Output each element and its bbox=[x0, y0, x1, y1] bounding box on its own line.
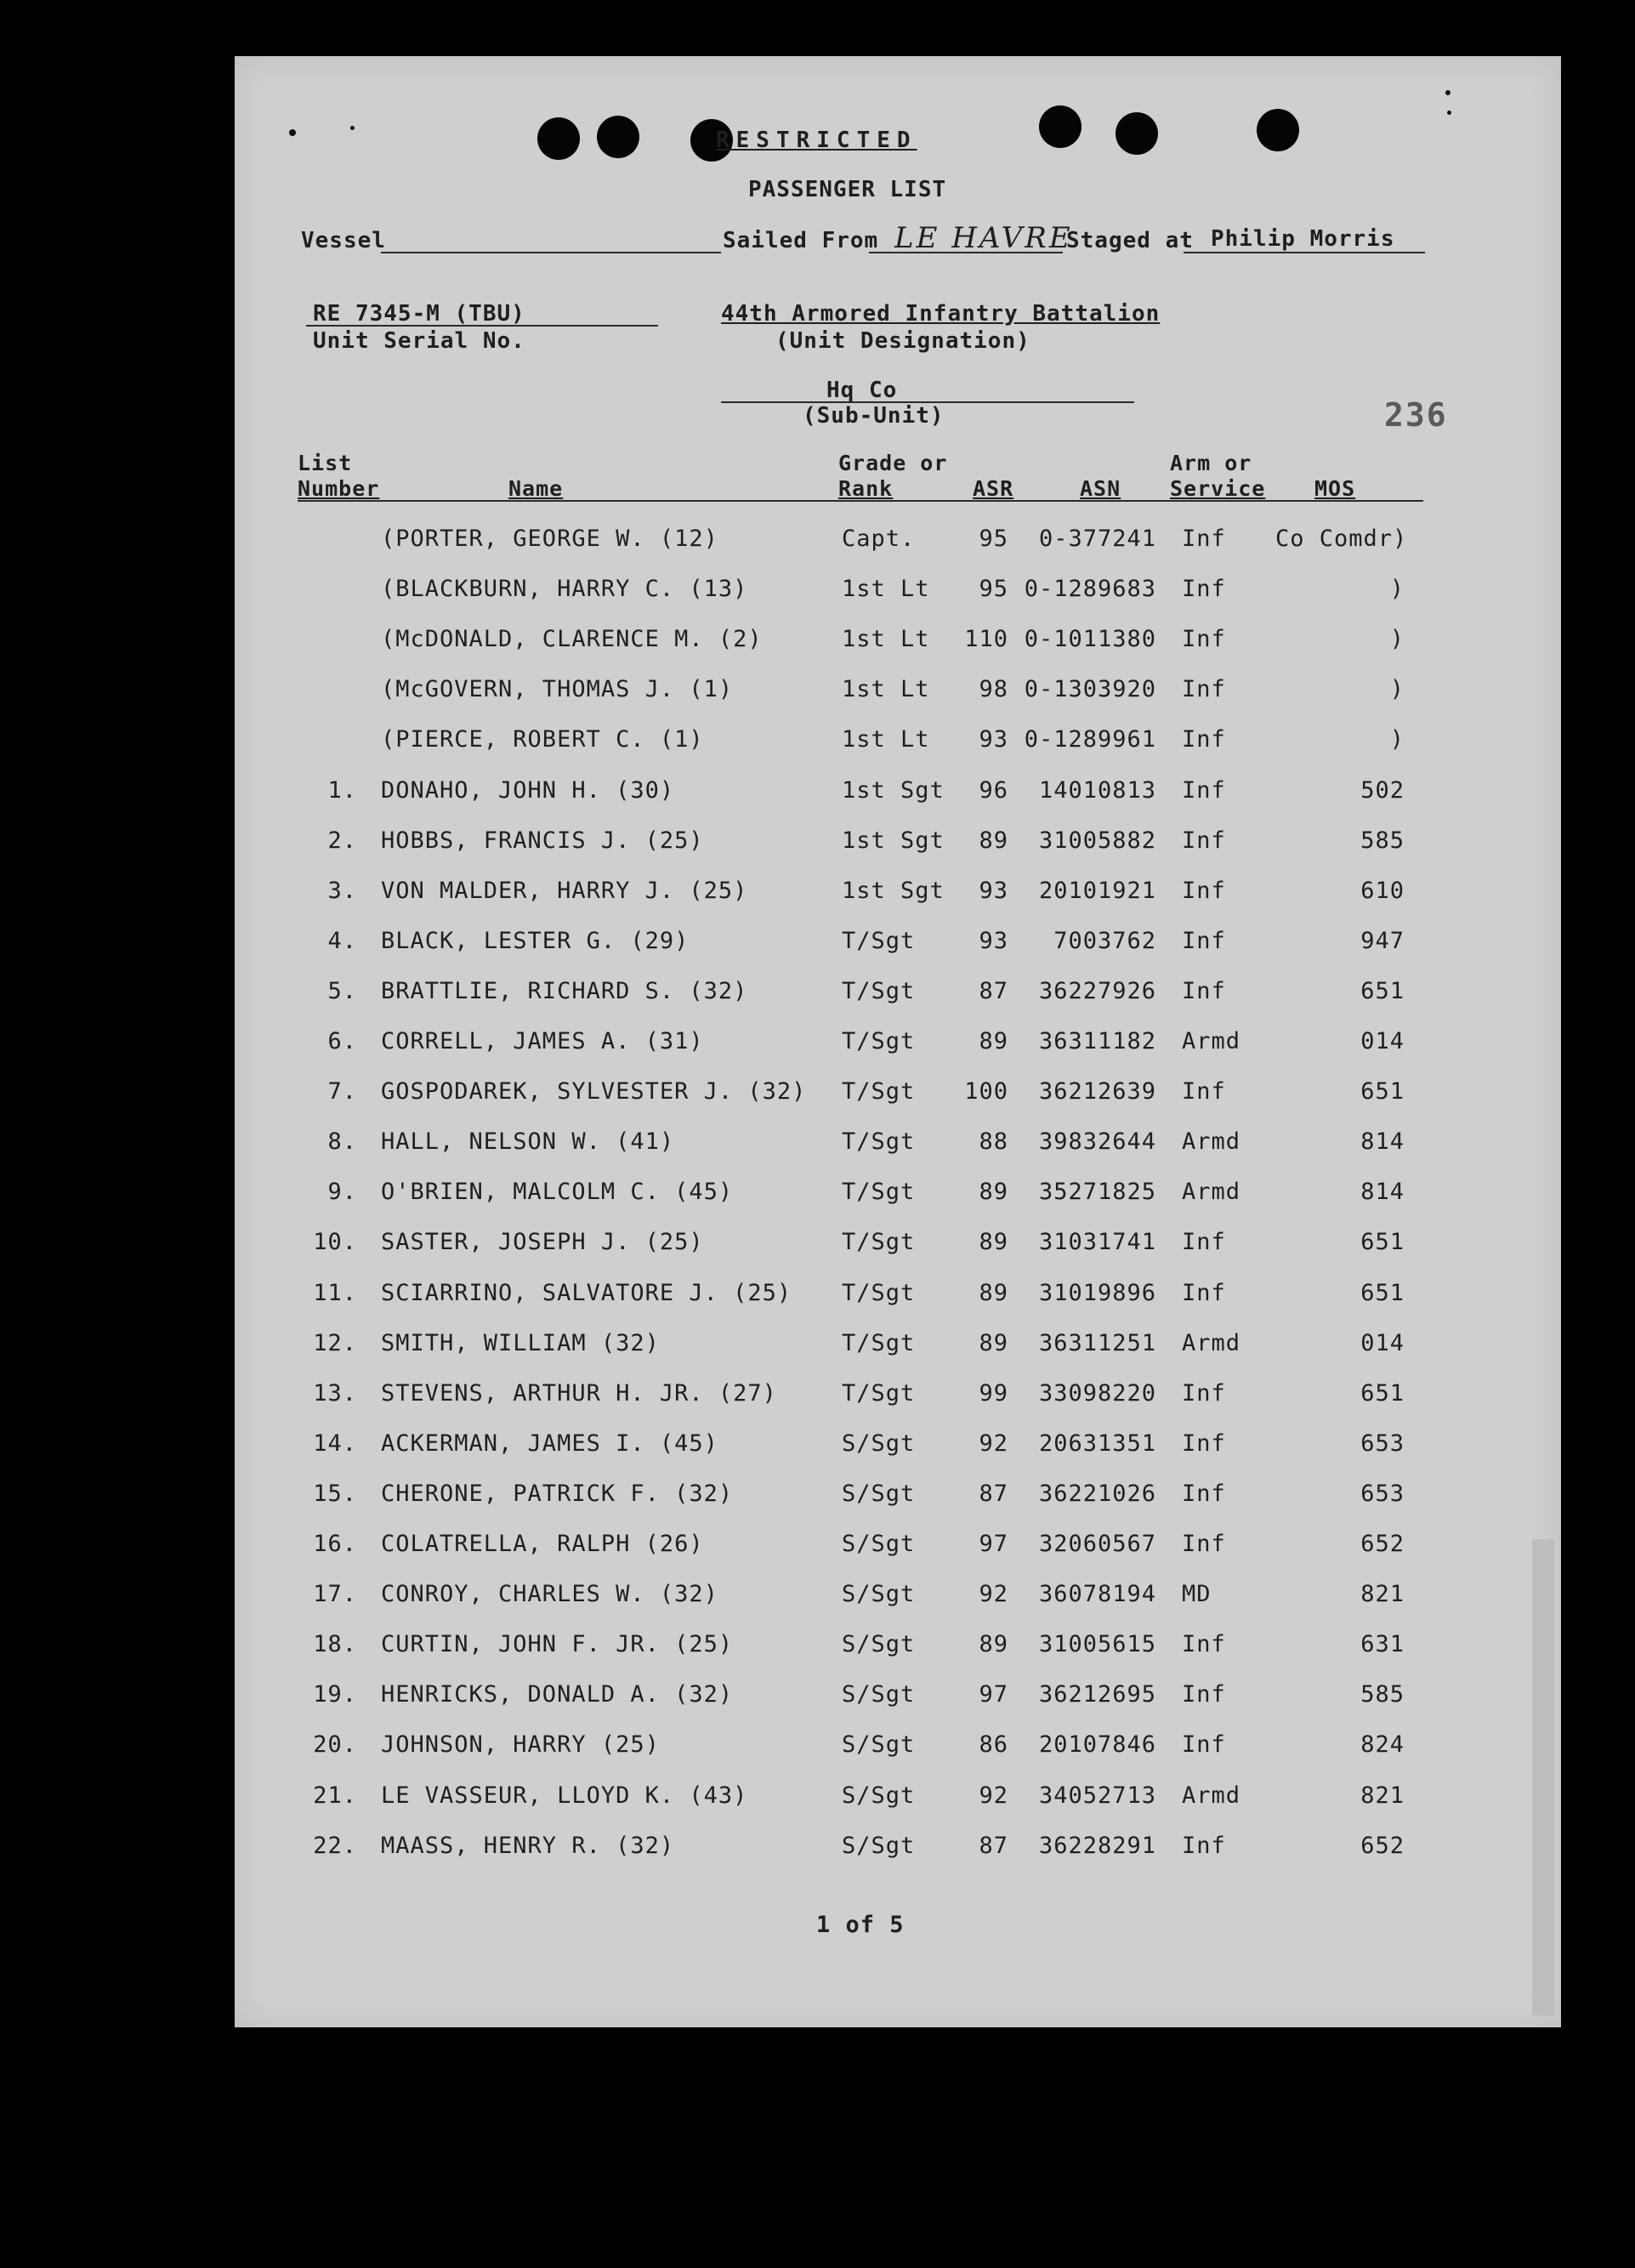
list-number-cell: 2. bbox=[327, 827, 357, 854]
grade-cell: S/Sgt bbox=[842, 1430, 916, 1457]
asr-cell: 89 bbox=[979, 1280, 1008, 1306]
name-cell: VON MALDER, HARRY J. (25) bbox=[381, 878, 748, 904]
asr-cell: 98 bbox=[979, 676, 1008, 702]
mos-cell: 653 bbox=[1360, 1430, 1405, 1457]
asr-cell: 92 bbox=[979, 1782, 1008, 1809]
list-number-cell: 19. bbox=[313, 1681, 357, 1708]
grade-cell: T/Sgt bbox=[842, 1330, 916, 1356]
mos-cell: 814 bbox=[1360, 1179, 1405, 1205]
list-number-cell: 21. bbox=[313, 1782, 357, 1809]
column-header-asr: ASR bbox=[973, 476, 1014, 501]
grade-cell: S/Sgt bbox=[842, 1581, 916, 1607]
table-row bbox=[0, 1330, 1635, 1364]
grade-cell: 1st Lt bbox=[842, 626, 930, 652]
list-number-cell: 16. bbox=[313, 1531, 357, 1557]
column-header-list-number-line2: Number bbox=[298, 476, 380, 501]
asn-cell: 34052713 bbox=[1038, 1782, 1156, 1809]
list-number-cell: 17. bbox=[313, 1581, 357, 1607]
asn-cell: 39832644 bbox=[1038, 1128, 1156, 1155]
mos-cell: 585 bbox=[1360, 1681, 1405, 1708]
table-row bbox=[0, 1481, 1635, 1515]
punch-hole-5 bbox=[1116, 112, 1158, 155]
arm-cell: Armd bbox=[1182, 1128, 1241, 1155]
grade-cell: 1st Sgt bbox=[842, 777, 945, 804]
grade-cell: T/Sgt bbox=[842, 1380, 916, 1407]
arm-cell: Inf bbox=[1182, 1078, 1226, 1105]
mos-cell: ) bbox=[1389, 626, 1405, 652]
list-number-cell: 20. bbox=[313, 1731, 357, 1758]
name-cell: (PIERCE, ROBERT C. (1) bbox=[381, 726, 704, 753]
mos-cell: 651 bbox=[1360, 1280, 1405, 1306]
mos-cell: 821 bbox=[1360, 1782, 1405, 1809]
grade-cell: T/Sgt bbox=[842, 1179, 916, 1205]
name-cell: SMITH, WILLIAM (32) bbox=[381, 1330, 660, 1356]
table-row bbox=[0, 827, 1635, 861]
list-number-cell: 1. bbox=[327, 777, 357, 804]
grade-cell: T/Sgt bbox=[842, 1078, 916, 1105]
asr-cell: 97 bbox=[979, 1681, 1008, 1708]
asn-cell: 36228291 bbox=[1038, 1833, 1156, 1859]
asn-cell: 36311182 bbox=[1038, 1028, 1156, 1054]
column-header-arm-line1: Arm or bbox=[1170, 451, 1252, 475]
arm-cell: Inf bbox=[1182, 1481, 1226, 1507]
asn-cell: 20101921 bbox=[1038, 878, 1156, 904]
grade-cell: 1st Sgt bbox=[842, 878, 945, 904]
asn-cell: 20107846 bbox=[1038, 1731, 1156, 1758]
asr-cell: 87 bbox=[979, 1833, 1008, 1859]
table-row bbox=[0, 526, 1635, 560]
arm-cell: Inf bbox=[1182, 1430, 1226, 1457]
arm-cell: Inf bbox=[1182, 726, 1226, 753]
name-cell: SCIARRINO, SALVATORE J. (25) bbox=[381, 1280, 792, 1306]
name-cell: DONAHO, JOHN H. (30) bbox=[381, 777, 675, 804]
staged-at-label: Staged at bbox=[1066, 228, 1194, 253]
name-cell: COLATRELLA, RALPH (26) bbox=[381, 1531, 704, 1557]
asr-cell: 97 bbox=[979, 1531, 1008, 1557]
table-row bbox=[0, 1731, 1635, 1765]
list-number-cell: 12. bbox=[313, 1330, 357, 1356]
grade-cell: 1st Lt bbox=[842, 576, 930, 602]
table-row bbox=[0, 1128, 1635, 1162]
sailed-from-label: Sailed From bbox=[723, 228, 879, 253]
mos-cell: 610 bbox=[1360, 878, 1405, 904]
list-number-cell: 6. bbox=[327, 1028, 357, 1054]
table-row bbox=[0, 1681, 1635, 1715]
name-cell: CORRELL, JAMES A. (31) bbox=[381, 1028, 704, 1054]
name-cell: HOBBS, FRANCIS J. (25) bbox=[381, 827, 704, 854]
table-row bbox=[0, 1430, 1635, 1464]
list-number-cell: 8. bbox=[327, 1128, 357, 1155]
asr-cell: 89 bbox=[979, 1028, 1008, 1054]
column-header-arm bbox=[1170, 451, 1265, 502]
column-header-list-number-line1: List bbox=[298, 451, 353, 475]
arm-cell: Inf bbox=[1182, 676, 1226, 702]
name-cell: SASTER, JOSEPH J. (25) bbox=[381, 1229, 704, 1255]
mos-cell: 651 bbox=[1360, 1078, 1405, 1105]
mos-cell: 585 bbox=[1360, 827, 1405, 854]
name-cell: BLACK, LESTER G. (29) bbox=[381, 928, 690, 954]
asn-cell: 31031741 bbox=[1038, 1229, 1156, 1255]
grade-cell: 1st Sgt bbox=[842, 827, 945, 854]
asn-cell: 32060567 bbox=[1038, 1531, 1156, 1557]
asn-cell: 0-1289683 bbox=[1024, 576, 1156, 602]
list-number-cell: 11. bbox=[313, 1280, 357, 1306]
unit-serial-label: Unit Serial No. bbox=[313, 328, 525, 354]
asr-cell: 86 bbox=[979, 1731, 1008, 1758]
mos-cell: 652 bbox=[1360, 1833, 1405, 1859]
arm-cell: Inf bbox=[1182, 576, 1226, 602]
asr-cell: 93 bbox=[979, 878, 1008, 904]
list-number-cell: 3. bbox=[327, 878, 357, 904]
asr-cell: 88 bbox=[979, 1128, 1008, 1155]
arm-cell: Inf bbox=[1182, 1280, 1226, 1306]
unit-designation-label: (Unit Designation) bbox=[775, 328, 1030, 354]
arm-cell: Armd bbox=[1182, 1782, 1241, 1809]
asn-cell: 0-1011380 bbox=[1024, 626, 1156, 652]
asn-cell: 31005615 bbox=[1038, 1631, 1156, 1657]
grade-cell: S/Sgt bbox=[842, 1782, 916, 1809]
mos-cell: 651 bbox=[1360, 1380, 1405, 1407]
asn-cell: 31005882 bbox=[1038, 827, 1156, 854]
grade-cell: S/Sgt bbox=[842, 1731, 916, 1758]
mos-cell: 824 bbox=[1360, 1731, 1405, 1758]
asr-cell: 89 bbox=[979, 827, 1008, 854]
punch-hole-6 bbox=[1257, 109, 1299, 151]
arm-cell: Inf bbox=[1182, 1731, 1226, 1758]
name-cell: BRATTLIE, RICHARD S. (32) bbox=[381, 978, 748, 1004]
sub-unit-label: (Sub-Unit) bbox=[803, 403, 945, 429]
list-number-cell: 10. bbox=[313, 1229, 357, 1255]
column-header-arm-line2: Service bbox=[1170, 476, 1266, 501]
mos-cell: ) bbox=[1389, 576, 1405, 602]
table-row bbox=[0, 1380, 1635, 1414]
name-cell: MAASS, HENRY R. (32) bbox=[381, 1833, 675, 1859]
table-row bbox=[0, 676, 1635, 710]
list-number-cell: 15. bbox=[313, 1481, 357, 1507]
asn-cell: 0-1303920 bbox=[1024, 676, 1156, 702]
column-header-asn: ASN bbox=[1080, 476, 1121, 501]
unit-designation-value: 44th Armored Infantry Battalion bbox=[721, 301, 1161, 327]
table-row bbox=[0, 1631, 1635, 1665]
asr-cell: 110 bbox=[964, 626, 1008, 652]
punch-hole-1 bbox=[537, 117, 580, 160]
name-cell: HALL, NELSON W. (41) bbox=[381, 1128, 675, 1155]
mos-cell: 947 bbox=[1360, 928, 1405, 954]
mos-cell: 814 bbox=[1360, 1128, 1405, 1155]
name-cell: ACKERMAN, JAMES I. (45) bbox=[381, 1430, 718, 1457]
asn-cell: 31019896 bbox=[1038, 1280, 1156, 1306]
column-header-list-number bbox=[298, 451, 379, 502]
mos-cell: 821 bbox=[1360, 1581, 1405, 1607]
ink-speck bbox=[289, 129, 296, 136]
asr-cell: 89 bbox=[979, 1631, 1008, 1657]
grade-cell: T/Sgt bbox=[842, 1028, 916, 1054]
mos-cell: 014 bbox=[1360, 1028, 1405, 1054]
name-cell: STEVENS, ARTHUR H. JR. (27) bbox=[381, 1380, 777, 1407]
header-rule bbox=[298, 500, 1423, 502]
ink-speck bbox=[1445, 90, 1450, 95]
mos-cell: ) bbox=[1389, 726, 1405, 753]
asr-cell: 89 bbox=[979, 1330, 1008, 1356]
table-row bbox=[0, 878, 1635, 912]
arm-cell: Inf bbox=[1182, 878, 1226, 904]
punch-hole-2 bbox=[597, 116, 639, 158]
table-row bbox=[0, 777, 1635, 811]
list-number-cell: 14. bbox=[313, 1430, 357, 1457]
asr-cell: 92 bbox=[979, 1581, 1008, 1607]
arm-cell: Inf bbox=[1182, 1531, 1226, 1557]
grade-cell: S/Sgt bbox=[842, 1531, 916, 1557]
arm-cell: Inf bbox=[1182, 1380, 1226, 1407]
asn-cell: 36227926 bbox=[1038, 978, 1156, 1004]
list-number-cell: 22. bbox=[313, 1833, 357, 1859]
column-header-name: Name bbox=[508, 476, 564, 501]
list-number-cell: 13. bbox=[313, 1380, 357, 1407]
name-cell: LE VASSEUR, LLOYD K. (43) bbox=[381, 1782, 748, 1809]
asn-cell: 0-1289961 bbox=[1024, 726, 1156, 753]
name-cell: GOSPODAREK, SYLVESTER J. (32) bbox=[381, 1078, 807, 1105]
asn-cell: 36311251 bbox=[1038, 1330, 1156, 1356]
grade-cell: S/Sgt bbox=[842, 1481, 916, 1507]
grade-cell: 1st Lt bbox=[842, 676, 930, 702]
grade-cell: T/Sgt bbox=[842, 1229, 916, 1255]
asn-cell: 20631351 bbox=[1038, 1430, 1156, 1457]
arm-cell: Inf bbox=[1182, 978, 1226, 1004]
table-row bbox=[0, 626, 1635, 660]
name-cell: CONROY, CHARLES W. (32) bbox=[381, 1581, 718, 1607]
asr-cell: 93 bbox=[979, 726, 1008, 753]
asn-cell: 35271825 bbox=[1038, 1179, 1156, 1205]
list-number-cell: 5. bbox=[327, 978, 357, 1004]
asr-cell: 95 bbox=[979, 576, 1008, 602]
name-cell: (McDONALD, CLARENCE M. (2) bbox=[381, 626, 763, 652]
unit-serial-underline bbox=[306, 325, 658, 327]
asr-cell: 93 bbox=[979, 928, 1008, 954]
mos-cell: 651 bbox=[1360, 978, 1405, 1004]
table-row bbox=[0, 1078, 1635, 1112]
arm-cell: Inf bbox=[1182, 1681, 1226, 1708]
vessel-label: Vessel bbox=[301, 228, 386, 253]
staged-at-underline bbox=[1184, 252, 1425, 253]
asn-cell: 36212639 bbox=[1038, 1078, 1156, 1105]
restricted-label: RESTRICTED bbox=[716, 128, 917, 153]
arm-cell: Inf bbox=[1182, 1229, 1226, 1255]
grade-cell: S/Sgt bbox=[842, 1833, 916, 1859]
mos-cell: 652 bbox=[1360, 1531, 1405, 1557]
document-title: PASSENGER LIST bbox=[748, 177, 947, 202]
name-cell: O'BRIEN, MALCOLM C. (45) bbox=[381, 1179, 734, 1205]
name-cell: (PORTER, GEORGE W. (12) bbox=[381, 526, 718, 552]
list-number-cell: 18. bbox=[313, 1631, 357, 1657]
grade-cell: T/Sgt bbox=[842, 1280, 916, 1306]
table-row bbox=[0, 576, 1635, 610]
asn-cell: 33098220 bbox=[1038, 1380, 1156, 1407]
table-row bbox=[0, 978, 1635, 1012]
asn-cell: 0-377241 bbox=[1038, 526, 1156, 552]
asr-cell: 87 bbox=[979, 978, 1008, 1004]
table-row bbox=[0, 1833, 1635, 1867]
table-row bbox=[0, 1581, 1635, 1615]
grade-cell: T/Sgt bbox=[842, 1128, 916, 1155]
mos-cell: 014 bbox=[1360, 1330, 1405, 1356]
column-header-grade-line2: Rank bbox=[838, 476, 894, 501]
grade-cell: T/Sgt bbox=[842, 978, 916, 1004]
table-row bbox=[0, 1280, 1635, 1314]
staged-at-value: Philip Morris bbox=[1211, 226, 1395, 252]
sailed-from-value: LE HAVRE bbox=[894, 221, 1073, 255]
asn-cell: 36078194 bbox=[1038, 1581, 1156, 1607]
grade-cell: Capt. bbox=[842, 526, 916, 552]
column-header-grade bbox=[838, 451, 947, 502]
name-cell: JOHNSON, HARRY (25) bbox=[381, 1731, 660, 1758]
arm-cell: Inf bbox=[1182, 827, 1226, 854]
table-row bbox=[0, 1782, 1635, 1816]
vessel-underline bbox=[381, 252, 721, 253]
name-cell: CURTIN, JOHN F. JR. (25) bbox=[381, 1631, 734, 1657]
asr-cell: 89 bbox=[979, 1229, 1008, 1255]
mos-cell: 651 bbox=[1360, 1229, 1405, 1255]
arm-cell: Inf bbox=[1182, 1833, 1226, 1859]
asn-cell: 36221026 bbox=[1038, 1481, 1156, 1507]
page-count: 1 of 5 bbox=[816, 1912, 905, 1938]
table-row bbox=[0, 1531, 1635, 1565]
unit-serial-value: RE 7345-M (TBU) bbox=[313, 301, 525, 327]
name-cell: CHERONE, PATRICK F. (32) bbox=[381, 1481, 734, 1507]
table-row bbox=[0, 726, 1635, 760]
list-number-cell: 9. bbox=[327, 1179, 357, 1205]
table-row bbox=[0, 1179, 1635, 1213]
name-cell: HENRICKS, DONALD A. (32) bbox=[381, 1681, 734, 1708]
asn-cell: 36212695 bbox=[1038, 1681, 1156, 1708]
asr-cell: 99 bbox=[979, 1380, 1008, 1407]
arm-cell: Armd bbox=[1182, 1330, 1241, 1356]
mos-cell: ) bbox=[1389, 676, 1405, 702]
arm-cell: Inf bbox=[1182, 626, 1226, 652]
mos-cell: 631 bbox=[1360, 1631, 1405, 1657]
punch-hole-4 bbox=[1039, 105, 1081, 148]
ink-speck bbox=[350, 126, 355, 130]
mos-cell: Co Comdr) bbox=[1275, 526, 1408, 552]
asr-cell: 89 bbox=[979, 1179, 1008, 1205]
grade-cell: T/Sgt bbox=[842, 928, 916, 954]
mos-cell: 653 bbox=[1360, 1481, 1405, 1507]
name-cell: (McGOVERN, THOMAS J. (1) bbox=[381, 676, 734, 702]
ink-speck bbox=[1447, 111, 1451, 115]
table-row bbox=[0, 1229, 1635, 1263]
table-row bbox=[0, 928, 1635, 962]
arm-cell: Inf bbox=[1182, 777, 1226, 804]
asn-cell: 14010813 bbox=[1038, 777, 1156, 804]
list-number-cell: 4. bbox=[327, 928, 357, 954]
arm-cell: Inf bbox=[1182, 1631, 1226, 1657]
asr-cell: 92 bbox=[979, 1430, 1008, 1457]
asr-cell: 87 bbox=[979, 1481, 1008, 1507]
mos-cell: 502 bbox=[1360, 777, 1405, 804]
arm-cell: Inf bbox=[1182, 928, 1226, 954]
sub-unit-value: Hq Co bbox=[826, 378, 898, 403]
arm-cell: Armd bbox=[1182, 1179, 1241, 1205]
arm-cell: MD bbox=[1182, 1581, 1212, 1607]
grade-cell: S/Sgt bbox=[842, 1681, 916, 1708]
arm-cell: Inf bbox=[1182, 526, 1226, 552]
table-row bbox=[0, 1028, 1635, 1062]
grade-cell: S/Sgt bbox=[842, 1631, 916, 1657]
asn-cell: 7003762 bbox=[1053, 928, 1156, 954]
grade-cell: 1st Lt bbox=[842, 726, 930, 753]
column-header-grade-line1: Grade or bbox=[838, 451, 948, 475]
column-header-mos: MOS bbox=[1314, 476, 1356, 501]
asr-cell: 95 bbox=[979, 526, 1008, 552]
asr-cell: 96 bbox=[979, 777, 1008, 804]
name-cell: (BLACKBURN, HARRY C. (13) bbox=[381, 576, 748, 602]
page-number-stamp: 236 bbox=[1384, 396, 1448, 434]
list-number-cell: 7. bbox=[327, 1078, 357, 1105]
arm-cell: Armd bbox=[1182, 1028, 1241, 1054]
asr-cell: 100 bbox=[964, 1078, 1008, 1105]
